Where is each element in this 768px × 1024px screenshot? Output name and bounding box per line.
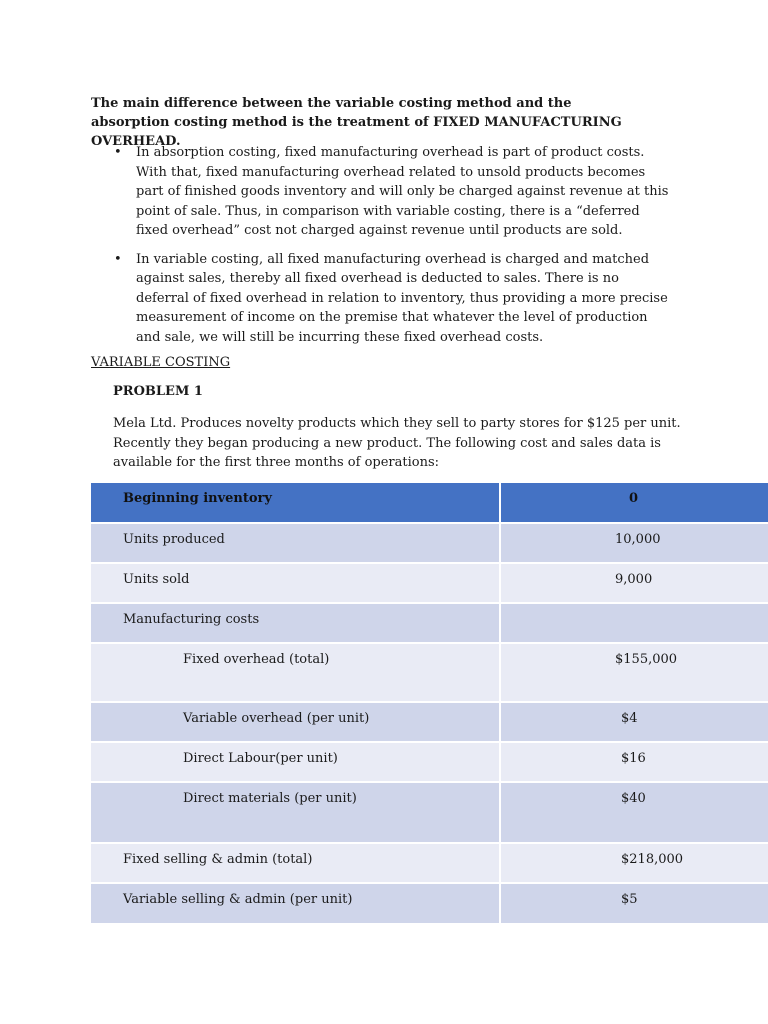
row-value: $5 xyxy=(621,892,638,907)
table-row xyxy=(91,643,768,702)
bullet-marker: • xyxy=(114,251,122,267)
row-label-cell xyxy=(91,742,500,782)
row-value: $16 xyxy=(621,751,646,766)
problem-title: PROBLEM 1 xyxy=(113,384,203,399)
table-row xyxy=(91,603,768,643)
row-label-cell xyxy=(91,603,500,643)
bullet-marker: • xyxy=(114,145,122,160)
row-value-cell xyxy=(500,643,768,702)
row-label: Direct Labour(per unit) xyxy=(183,751,338,766)
table-row xyxy=(91,843,768,883)
row-label: Variable selling & admin (per unit) xyxy=(123,892,353,907)
row-value-cell xyxy=(500,702,768,742)
row-value-cell xyxy=(500,843,768,883)
row-label-cell xyxy=(91,643,500,702)
row-label: Variable overhead (per unit) xyxy=(183,711,370,726)
row-label: Manufacturing costs xyxy=(123,612,260,627)
row-value-cell xyxy=(500,883,768,923)
bullet-text: In absorption costing, fixed manufacturing overhead is part of product costs. With that, fixed manufacturing overhead related to unsold products becomes part of finished goods inventory and will only be charged against revenue at this point of sale. Thus, in comparison with variable costing, there is a “deferred fixed overhead” cost not charged against revenue until products are sold. xyxy=(136,145,669,238)
table-row xyxy=(91,742,768,782)
bullet-item-absorption xyxy=(114,143,674,241)
problem-description: Mela Ltd. Produces novelty products which they sell to party stores for $125 per unit. Recently they began producing a new product. The following cost and sales data is available for the first three months of operations: xyxy=(113,416,681,470)
row-label: Fixed selling & admin (total) xyxy=(123,852,313,867)
row-value: 9,000 xyxy=(615,572,653,587)
table-row xyxy=(91,782,768,843)
row-label: Fixed overhead (total) xyxy=(183,652,330,667)
row-value: $155,000 xyxy=(615,652,678,667)
row-value-cell xyxy=(500,523,768,563)
intro-paragraph: The main difference between the variable costing method and the absorption costing method is the treatment of FIXED MANUFACTURING OVERHEAD. xyxy=(91,96,622,149)
row-label-cell xyxy=(91,563,500,603)
row-value-cell xyxy=(500,782,768,843)
row-value: $218,000 xyxy=(621,852,684,867)
bullet-list xyxy=(114,143,674,356)
row-value: $40 xyxy=(621,791,646,806)
section-heading: VARIABLE COSTING xyxy=(91,355,231,370)
row-label: Units sold xyxy=(123,572,190,587)
bullet-item-variable xyxy=(114,250,674,348)
table-row xyxy=(91,702,768,742)
bullet-text: In variable costing, all fixed manufacturing overhead is charged and matched against sales, thereby all fixed overhead is deducted to sales. There is no deferral of fixed overhead in relation to inventory, thus providing a more precise measurement of income on the premise that whatever the level of production and sale, we will still be incurring these fixed overhead costs. xyxy=(136,251,668,345)
row-label-cell xyxy=(91,523,500,563)
cost-data-table xyxy=(91,483,768,923)
row-value xyxy=(501,604,768,612)
row-label-cell xyxy=(91,883,500,923)
table-header-label-cell xyxy=(91,483,500,523)
row-value-cell xyxy=(500,742,768,782)
table-row xyxy=(91,523,768,563)
table-header-row xyxy=(91,483,768,523)
header-value: 0 xyxy=(629,491,639,506)
header-label: Beginning inventory xyxy=(123,491,272,506)
row-value-cell xyxy=(500,563,768,603)
row-value: $4 xyxy=(621,711,638,726)
row-label-cell xyxy=(91,702,500,742)
row-label-cell xyxy=(91,782,500,843)
row-label: Direct materials (per unit) xyxy=(183,791,357,806)
row-value-cell xyxy=(500,603,768,643)
table-row xyxy=(91,563,768,603)
row-value: 10,000 xyxy=(615,532,661,547)
row-label: Units produced xyxy=(123,532,225,547)
table-header-value-cell xyxy=(500,483,768,523)
row-label-cell xyxy=(91,843,500,883)
table-row xyxy=(91,883,768,923)
